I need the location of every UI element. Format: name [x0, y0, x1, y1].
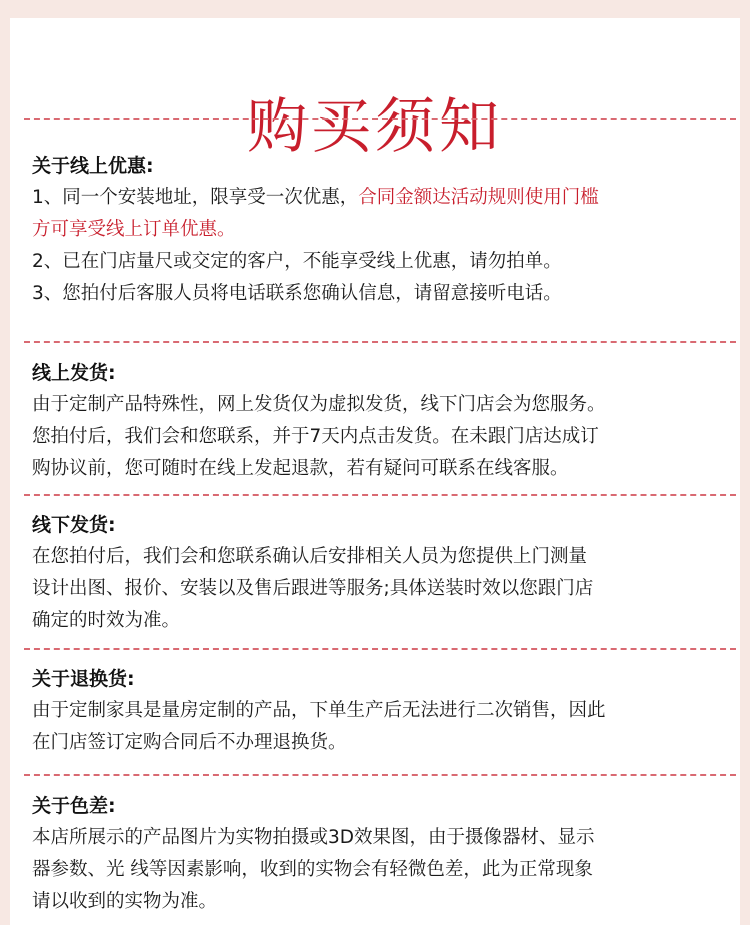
section-heading: 关于退换货: [32, 668, 135, 690]
divider [24, 341, 736, 343]
section-line: 1、同一个安装地址，限享受一次优惠，合同金额达活动规则使用门槛 [32, 187, 599, 208]
section-line: 设计出图、报价、安装以及售后跟进等服务;具体送装时效以您跟门店 [32, 578, 594, 599]
divider [24, 494, 736, 496]
section-line: 在门店签订定购合同后不办理退换货。 [32, 732, 347, 753]
section-online-discount [32, 150, 732, 310]
section-color-difference [32, 790, 732, 918]
section-online-shipping [32, 357, 732, 485]
page-title: 购买须知 [247, 92, 503, 163]
section-line: 3、您拍付后客服人员将电话联系您确认信息，请留意接听电话。 [32, 283, 562, 304]
section-offline-shipping [32, 509, 732, 637]
section-returns [32, 663, 732, 759]
section-heading: 关于线上优惠: [32, 155, 154, 177]
section-line: 在您拍付后，我们会和您联系确认后安排相关人员为您提供上门测量 [32, 546, 588, 567]
section-line: 确定的时效为准。 [32, 610, 181, 631]
notice-card [10, 18, 740, 925]
section-line: 2、已在门店量尺或交定的客户，不能享受线上优惠，请勿拍单。 [32, 251, 562, 272]
section-heading: 线上发货: [32, 362, 116, 384]
divider [24, 118, 736, 120]
section-line: 由于定制产品特殊性，网上发货仅为虚拟发货，线下门店会为您服务。 [32, 394, 606, 415]
section-heading: 线下发货: [32, 514, 116, 536]
divider [24, 648, 736, 650]
section-line: 器参数、光 线等因素影响，收到的实物会有轻微色差，此为正常现象 [32, 859, 593, 880]
section-line: 由于定制家具是量房定制的产品，下单生产后无法进行二次销售，因此 [32, 700, 606, 721]
section-line: 本店所展示的产品图片为实物拍摄或3D效果图，由于摄像器材、显示 [32, 827, 595, 848]
section-line: 请以收到的实物为准。 [32, 891, 218, 912]
section-line: 您拍付后，我们会和您联系，并于7天内点击发货。在未跟门店达成订 [32, 426, 599, 447]
section-heading: 关于色差: [32, 795, 116, 817]
section-line: 购协议前，您可随时在线上发起退款，若有疑问可联系在线客服。 [32, 458, 569, 479]
section-line: 方可享受线上订单优惠。 [32, 219, 236, 240]
divider [24, 774, 736, 776]
